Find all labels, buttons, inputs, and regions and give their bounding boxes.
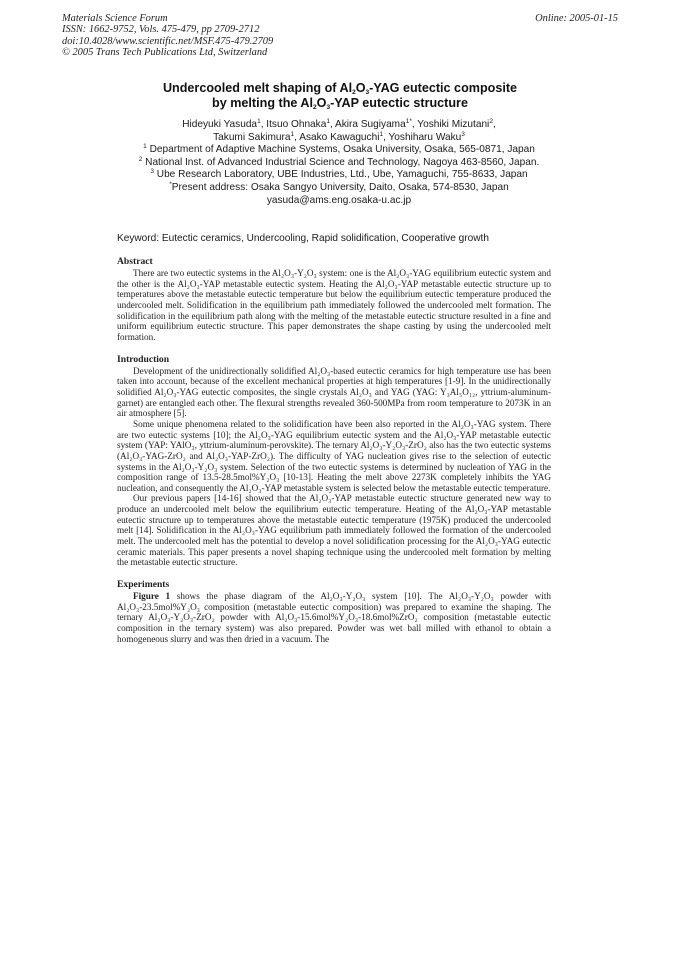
affiliation-1: $^1$ Department of Adaptive Machine Systems, Osaka University, Osaka, 565-0871, Japan — [143, 143, 535, 156]
abstract-heading: Abstract — [117, 256, 153, 267]
paper-title — [80, 81, 600, 111]
author-email: yasuda@ams.eng.osaka-u.ac.jp — [266, 194, 412, 206]
online-date: Online: 2005-01-15 — [535, 13, 618, 24]
running-header — [62, 13, 618, 59]
title-line-2: by melting the $Al_2O_3$-YAP eutectic structure — [212, 96, 468, 111]
issn-line: ISSN: 1662-9752, Vols. 475-479, pp 2709-2712 — [62, 24, 260, 36]
introduction-paragraph-2: Some unique phenomena related to the solidification have been also reported in the Al₂O₃-YAG system. There are two eutectic systems [10]; the Al₂O₃-YAG equilibrium eutectic system and the Al₂O₃-YAP metastable eutectic system (YAP: YAlO₃, yttrium-aluminum-perovskite). The ternary Al₂O₃-Y₂O₃-ZrO₂ also has the two eutectic systems (Al₂O₃-YAG-ZrO₂ and Al₂O₃-YAP-ZrO₂). The difficulty of YAG nucleation gives rise to the selection of eutectic systems in the Al₂O₃-Y₂O₃ system. Selection of the two eutectic systems is determined by nucleation of YAG in the composition range of 13.5-28.5mol%Y₂O₃ [10-13]. Heating the melt above 2273K completely inhibits the YAG nucleation, and consequently the Al₂O₃-YAP metastable system is selected below the metastable eutectic temperature. — [117, 418, 551, 493]
introduction-paragraph-3: Our previous papers [14-16] showed that the Al₂O₃-YAP metastable eutectic structure generated new way to produce an undercooled melt below the equilibrium eutectic temperature. Heating of the Al₂O₃-YAP metastable eutectic structure up to temperatures above the metastable eutectic temperature (1975K) produced the undercooled melt [14]. Solidification in the Al₂O₃-YAG equilibrium path immediately followed the formation of the undercooled melt. The undercooled melt has the potential to develop a novel solidification processing for the Al₂O₃-YAG eutectic ceramic materials. This paper presents a novel shaping technique using the undercooled melt formation by melting the metastable eutectic structure. — [117, 493, 551, 568]
doi-line: doi:10.4028/www.scientific.net/MSF.475-479.2709 — [62, 35, 274, 47]
copyright-line: © 2005 Trans Tech Publications Ltd, Switzerland — [62, 47, 268, 59]
experiments-heading: Experiments — [117, 579, 170, 591]
front-matter — [112, 119, 566, 207]
author-line-2: Takumi Sakimura$^1$, Asako Kawaguchi$^1$, Yoshiharu Waku$^3$ — [213, 130, 465, 143]
abstract-text: There are two eutectic systems in the Al₂O₃-Y₂O₃ system: one is the Al₂O₃-YAG equilibrium eutectic system and the other is the Al₂O₃-YAP metastable eutectic system. Heating the Al₂O₃-YAP metastable eutectic structure up to temperatures above the metastable eutectic temperature but below the equilibrium eutectic temperature produced the undercooled melt. Solidification in the equilibrium path immediately followed the undercooled melt formation. The solidification in the equilibrium path along with the melting of the metastable eutectic structure resulted in a fine and uniform equilibrium eutectic structure. This paper demonstrates the shape casting by using the undercooled melt formation. — [117, 268, 551, 342]
journal-name: Materials Science Forum — [62, 13, 168, 24]
introduction-paragraph-1: Development of the unidirectionally solidified Al₂O₃-based eutectic ceramics for high temperature use has been taken into account, because of the excellent mechanical properties at high temperatures [1-9]. In the unidirectionally solidified Al₂O₃-YAG eutectic composites, the single crystals Al₂O₃ and YAG (YAG: Y₃Al₅O₁₂, yttrium-aluminum-garnet) are entangled each other. The flexural strengths revealed 360-500MPa from room temperature to 2073K in an air atmosphere [5]. — [117, 365, 551, 419]
introduction-heading: Introduction — [117, 353, 170, 365]
paper-body — [117, 256, 551, 644]
experiments-paragraph-1: Figure 1 shows the phase diagram of the Al₂O₃-Y₂O₃ system [10]. The Al₂O₃-Y₂O₃ powder with Al₂O₃-23.5mol%Y₂O₃ composition (metastable eutectic composition) was prepared to examine the shaping. The ternary Al₂O₃-Y₂O₃-ZrO₂ powder with Al₂O₃-15.6mol%Y₂O₃-18.6mol%ZrO₂ composition (metastable eutectic composition in the ternary system) was also prepared. Powder was wet ball milled with ethanol to obtain a homogeneous slurry and was then dried in a vacuum. The — [117, 591, 551, 644]
affiliation-2: $^2$ National Inst. of Advanced Industrial Science and Technology, Nagoya 463-8560, Japan. — [138, 155, 540, 168]
author-line-1: Hideyuki Yasuda$^1$, Itsuo Ohnaka$^1$, Akira Sugiyama$^{1*}$, Yoshiki Mizutani$^2$, — [182, 118, 496, 130]
affiliation-present-address: *Present address: Osaka Sangyo University, Daito, Osaka, 574-8530, Japan — [169, 180, 509, 193]
affiliation-3: $^3$ Ube Research Laboratory, UBE Industries, Ltd., Ube, Yamaguchi, 755-8633, Japan — [150, 168, 528, 181]
title-line-1: Undercooled melt shaping of $Al_2O_3$-YAG eutectic composite — [162, 81, 518, 96]
keywords: Keyword: Eutectic ceramics, Undercooling, Rapid solidification, Cooperative growth — [117, 233, 489, 244]
figure-1-reference: Figure 1 — [133, 591, 171, 602]
